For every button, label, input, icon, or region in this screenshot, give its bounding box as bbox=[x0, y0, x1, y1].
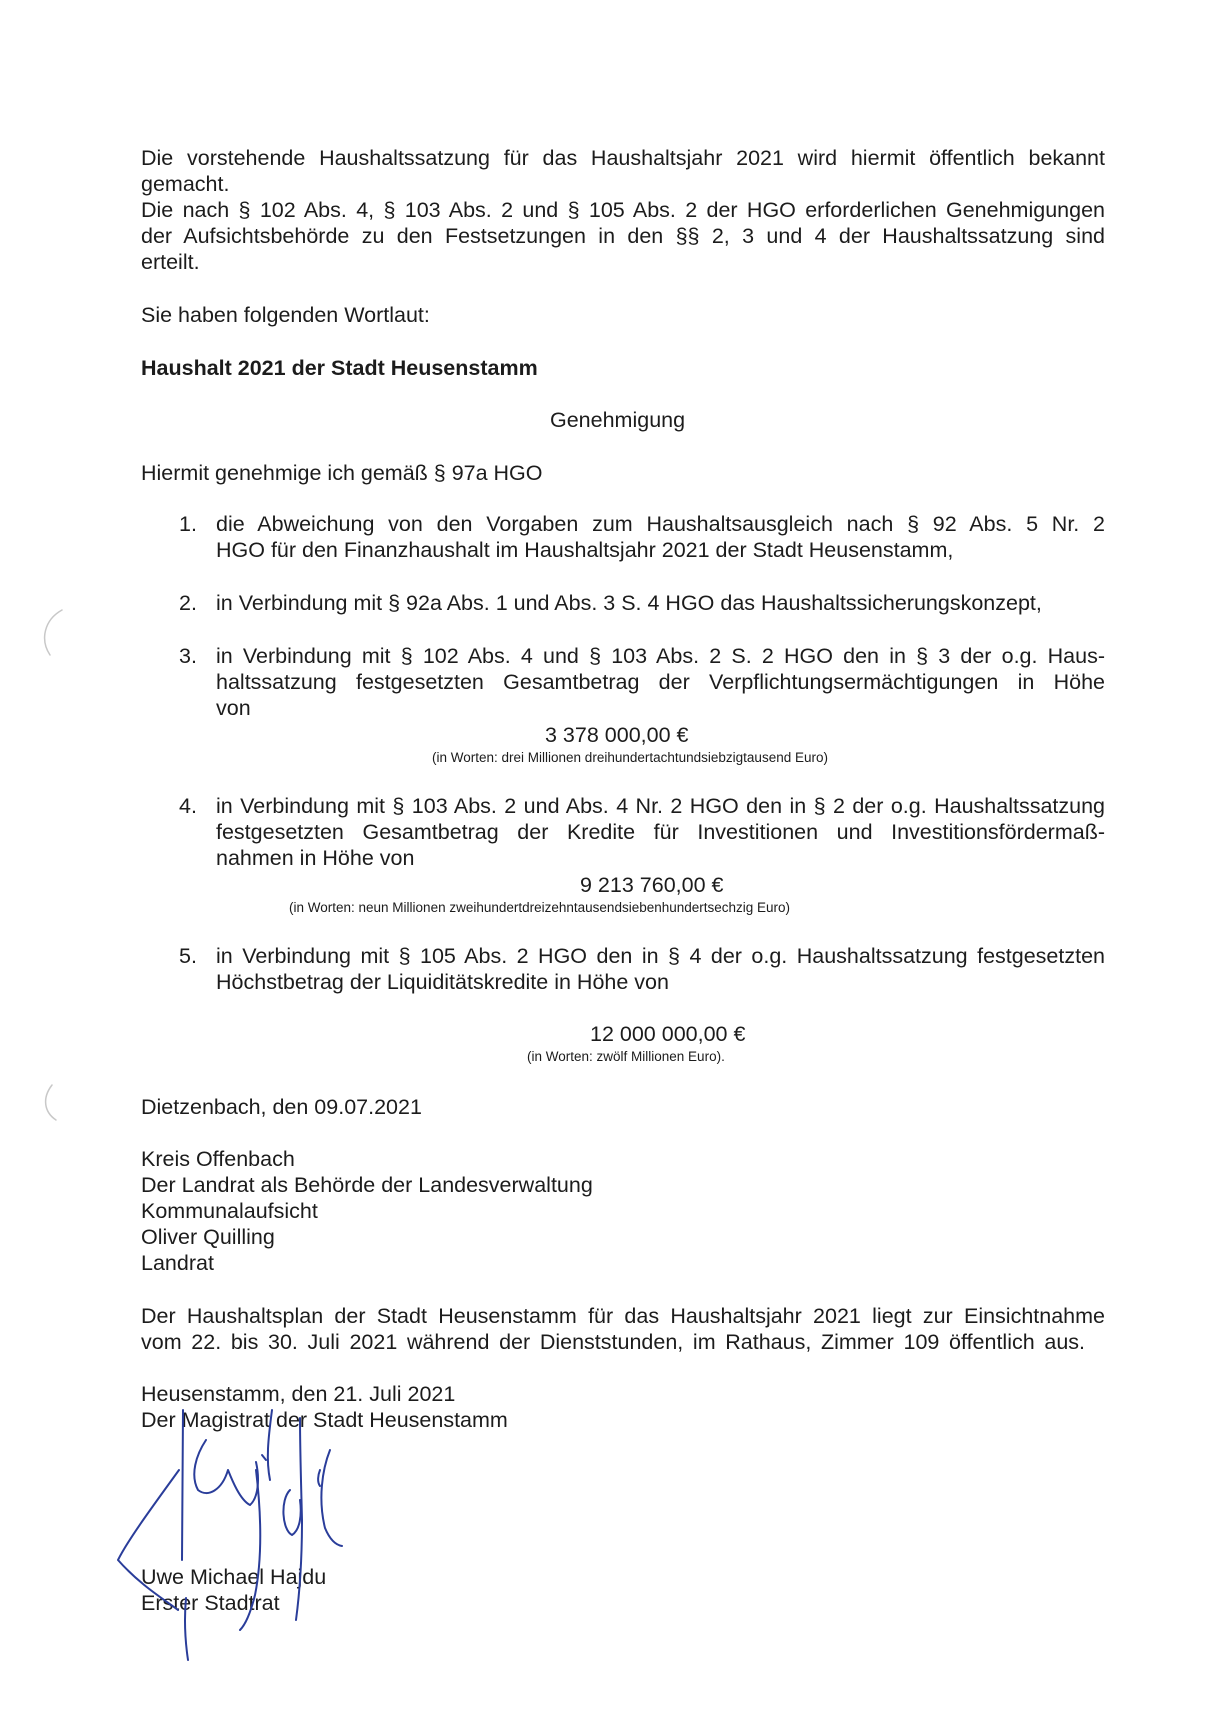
intro-line-4: der Aufsichtsbehörde zu den Festsetzungen in den §§ 2, 3 und 4 der Haushaltssatzung sind bbox=[141, 224, 1105, 248]
document-heading: Haushalt 2021 der Stadt Heusenstamm bbox=[141, 356, 538, 380]
item-number: 3. bbox=[179, 644, 197, 668]
amount-value: 9 213 760,00 € bbox=[580, 873, 724, 897]
authority-line: Oliver Quilling bbox=[141, 1225, 275, 1249]
signatory-title: Erster Stadtrat bbox=[141, 1591, 280, 1615]
place-date-heusenstamm: Heusenstamm, den 21. Juli 2021 bbox=[141, 1382, 456, 1406]
item-line: haltssatzung festgesetzten Gesamtbetrag der Verpflichtungsermächtigungen in Höhe bbox=[216, 670, 1105, 694]
item-line: in Verbindung mit § 103 Abs. 2 und Abs. 4 Nr. 2 HGO den in § 2 der o.g. Haushaltssatzung bbox=[216, 794, 1105, 818]
magistrat-line: Der Magistrat der Stadt Heusenstamm bbox=[141, 1408, 508, 1432]
intro-line-1: Die vorstehende Haushaltssatzung für das Haushaltsjahr 2021 wird hiermit öffentlich bekannt bbox=[141, 146, 1105, 170]
item-line: in Verbindung mit § 102 Abs. 4 und § 103 Abs. 2 S. 2 HGO den in § 3 der o.g. Haus- bbox=[216, 644, 1105, 668]
amount-value: 3 378 000,00 € bbox=[545, 723, 689, 747]
intro-line-5: erteilt. bbox=[141, 250, 200, 274]
authority-line: Kommunalaufsicht bbox=[141, 1199, 318, 1223]
item-number: 2. bbox=[179, 591, 197, 615]
authority-line: Landrat bbox=[141, 1251, 214, 1275]
item-line: die Abweichung von den Vorgaben zum Haushaltsausgleich nach § 92 Abs. 5 Nr. 2 bbox=[216, 512, 1105, 536]
intro-line-2: gemacht. bbox=[141, 172, 230, 196]
item-line: von bbox=[216, 696, 251, 720]
haushaltsplan-line-2: vom 22. bis 30. Juli 2021 während der Dienststunden, im Rathaus, Zimmer 109 öffentlich aus. bbox=[141, 1330, 1085, 1354]
genehmigung-title: Genehmigung bbox=[550, 408, 686, 432]
amount-in-words: (in Worten: neun Millionen zweihundertdreizehntausendsiebenhundertsechzig Euro) bbox=[289, 900, 791, 915]
amount-value: 12 000 000,00 € bbox=[590, 1022, 746, 1046]
item-line: nahmen in Höhe von bbox=[216, 846, 415, 870]
place-date-dietzenbach: Dietzenbach, den 09.07.2021 bbox=[141, 1095, 422, 1119]
signatory-name: Uwe Michael Hajdu bbox=[141, 1565, 327, 1589]
genehmige-text: Hiermit genehmige ich gemäß § 97a HGO bbox=[141, 461, 543, 485]
authority-line: Kreis Offenbach bbox=[141, 1147, 295, 1171]
item-number: 1. bbox=[179, 512, 197, 536]
item-line: in Verbindung mit § 92a Abs. 1 und Abs. 3 S. 4 HGO das Haushaltssicherungskonzept, bbox=[216, 591, 1042, 615]
item-line: HGO für den Finanzhaushalt im Haushaltsjahr 2021 der Stadt Heusenstamm, bbox=[216, 538, 954, 562]
wortlaut-text: Sie haben folgenden Wortlaut: bbox=[141, 303, 430, 327]
item-line: Höchstbetrag der Liquiditätskredite in Höhe von bbox=[216, 970, 669, 994]
amount-in-words: (in Worten: zwölf Millionen Euro). bbox=[527, 1049, 725, 1064]
amount-in-words: (in Worten: drei Millionen dreihundertachtundsiebzigtausend Euro) bbox=[432, 750, 828, 765]
item-number: 5. bbox=[179, 944, 197, 968]
intro-line-3: Die nach § 102 Abs. 4, § 103 Abs. 2 und § 105 Abs. 2 der HGO erforderlichen Genehmigungen bbox=[141, 198, 1105, 222]
item-line: festgesetzten Gesamtbetrag der Kredite für Investitionen und Investitionsfördermaß- bbox=[216, 820, 1105, 844]
item-line: in Verbindung mit § 105 Abs. 2 HGO den in § 4 der o.g. Haushaltssatzung festgesetzten bbox=[216, 944, 1105, 968]
item-number: 4. bbox=[179, 794, 197, 818]
authority-line: Der Landrat als Behörde der Landesverwaltung bbox=[141, 1173, 593, 1197]
haushaltsplan-line-1: Der Haushaltsplan der Stadt Heusenstamm für das Haushaltsjahr 2021 liegt zur Einsichtnahme bbox=[141, 1304, 1105, 1328]
